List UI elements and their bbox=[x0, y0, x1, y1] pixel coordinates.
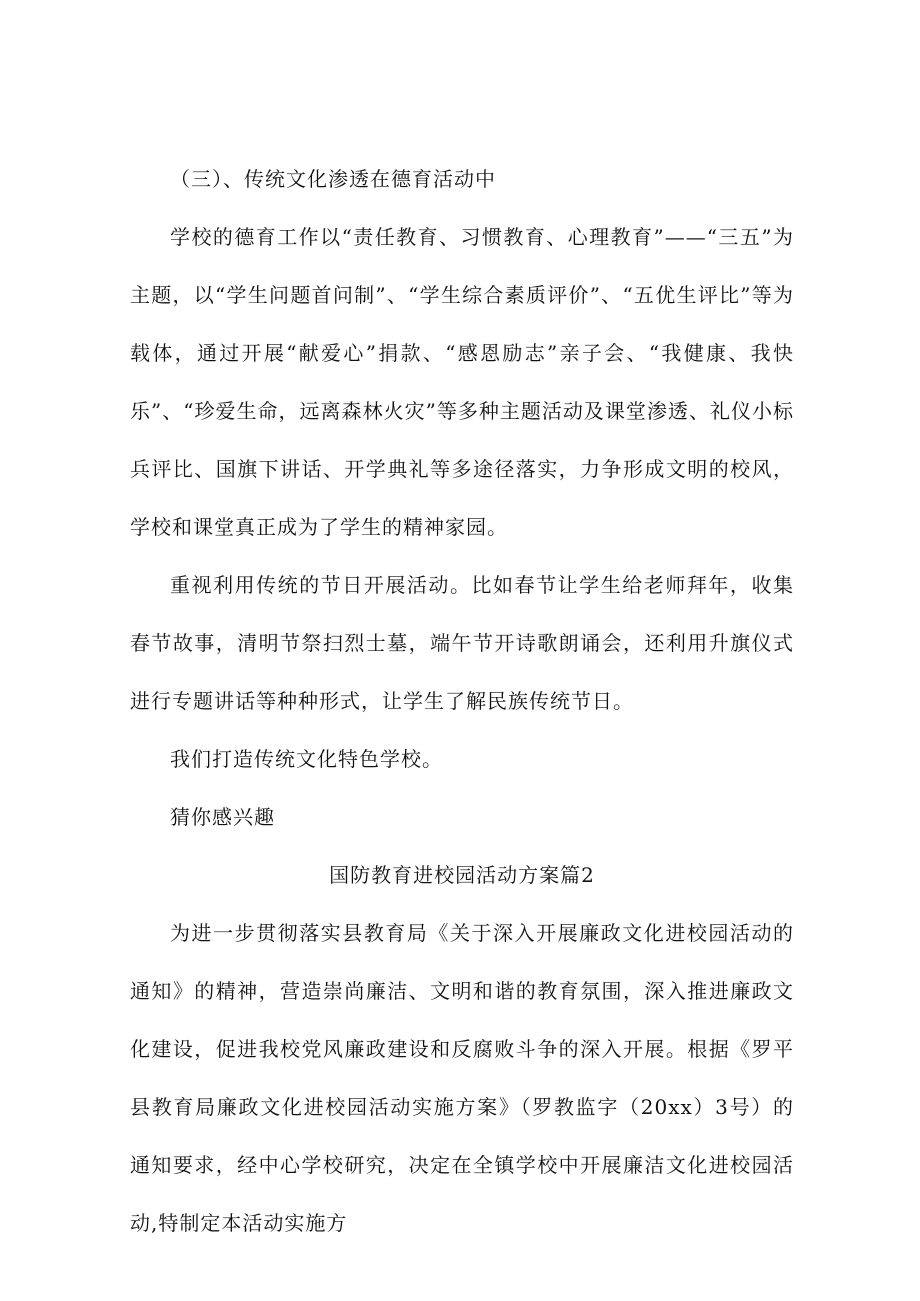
paragraph-traditional-festivals: 重视利用传统的节日开展活动。比如春节让学生给老师拜年，收集春节故事，清明节祭扫烈士墓，端午节开诗歌朗诵会，还利用升旗仪式进行专题讲话等种种形式，让学生了解民族传统节日。 bbox=[130, 573, 794, 713]
article-title: 国防教育进校园活动方案篇2 bbox=[329, 863, 595, 887]
related-label: 猜你感兴趣 bbox=[170, 805, 275, 829]
document-body bbox=[130, 150, 794, 1252]
paragraph-moral-education: 学校的德育工作以“责任教育、习惯教育、心理教育”——“三五”为主题，以“学生问题首问制”、“学生综合素质评价”、“五优生评比”等为载体，通过开展“献爱心”捐款、“感恩励志”亲子会、“我健康、我快乐”、“珍爱生命，远离森林火灾”等多种主题活动及课堂渗透、礼仪小标兵评比、国旗下讲话、开学典礼等多途径落实，力争形成文明的校风，学校和课堂真正成为了学生的精神家园。 bbox=[130, 225, 794, 539]
paragraph-plan-intro: 为进一步贯彻落实县教育局《关于深入开展廉政文化进校园活动的通知》的精神，营造崇尚廉洁、文明和谐的教育氛围，深入推进廉政文化建设，促进我校党风廉政建设和反腐败斗争的深入开展。根据《罗平县教育局廉政文化进校园活动实施方案》（罗教监字（20xx）3号）的通知要求，经中心学校研究，决定在全镇学校中开展廉洁文化进校园活动,特制定本活动实施方 bbox=[130, 921, 794, 1235]
paragraph-school-feature: 我们打造传统文化特色学校。 bbox=[170, 747, 443, 771]
section-heading: （三）、传统文化渗透在德育活动中 bbox=[170, 167, 496, 191]
